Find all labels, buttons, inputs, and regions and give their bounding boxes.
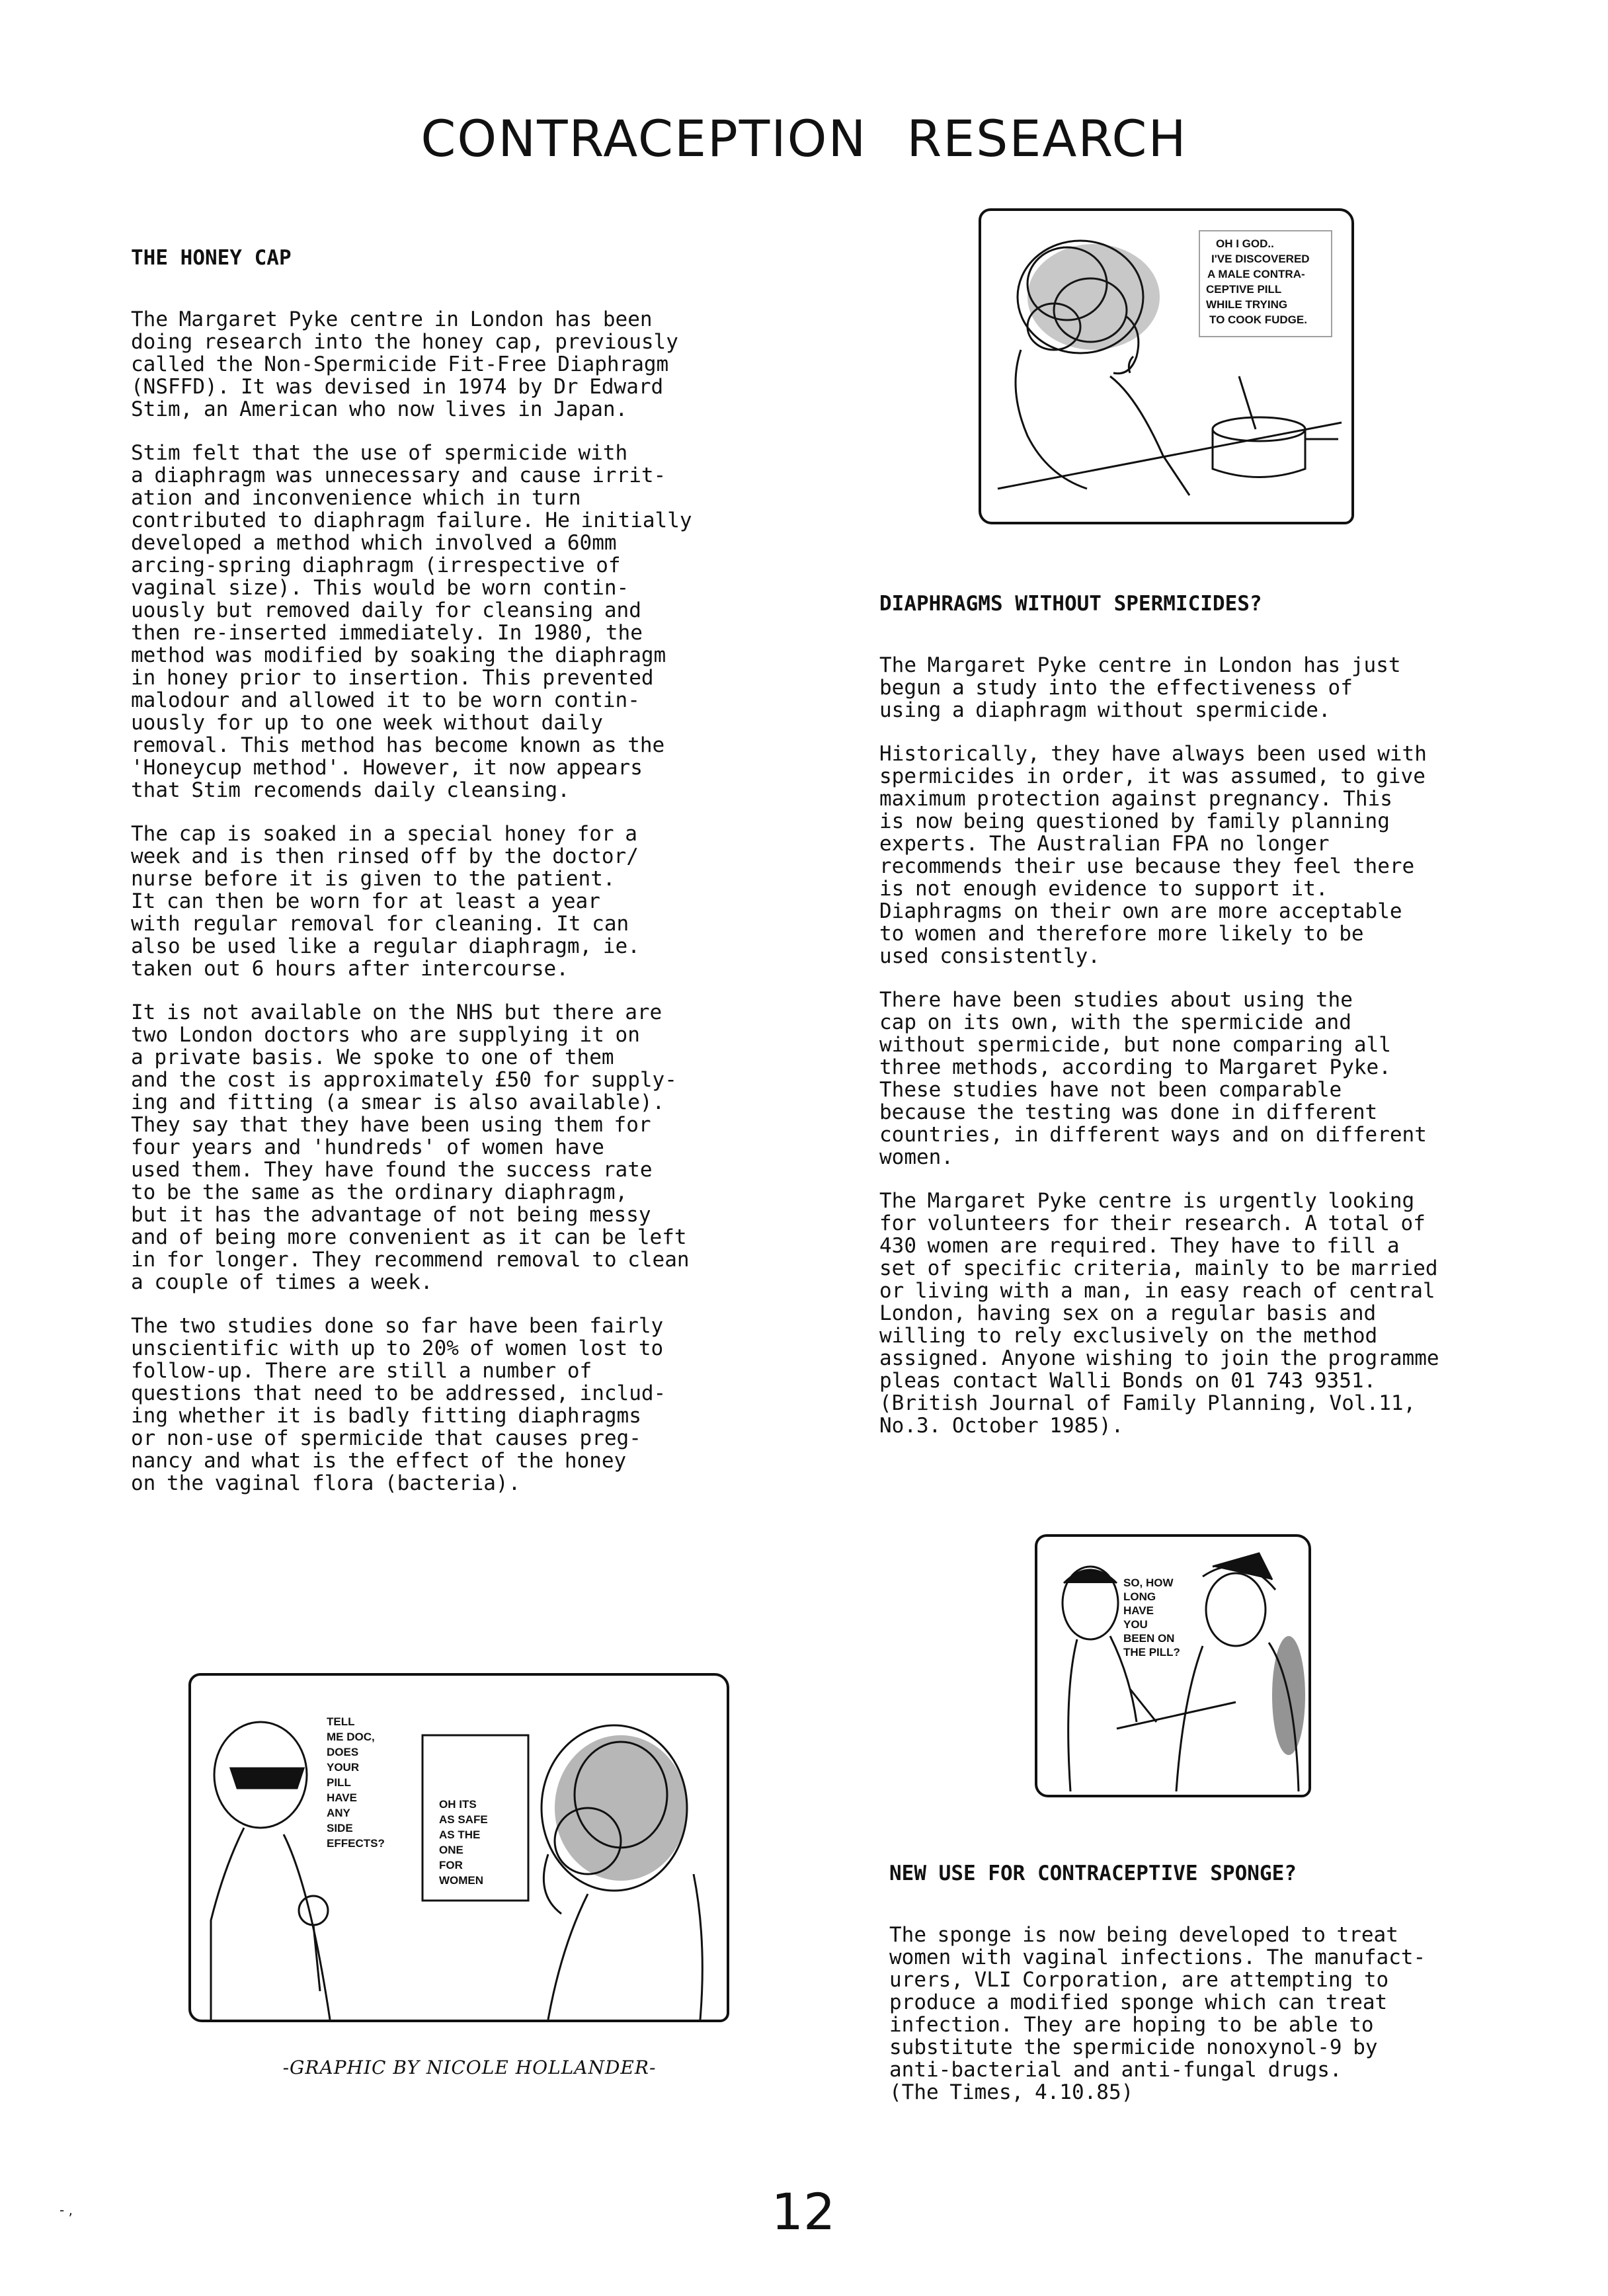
cartoon-interview-speech-line: PILL bbox=[327, 1776, 351, 1789]
cartoon-interview-speech-line: ONE bbox=[439, 1844, 463, 1856]
cartoon-interview-speech-line: EFFECTS? bbox=[327, 1837, 385, 1850]
section-heading: THE HONEY CAP bbox=[131, 246, 292, 270]
cartoon-clinic-drawing bbox=[1037, 1537, 1308, 1795]
graphic-credit: -GRAPHIC BY NICOLE HOLLANDER- bbox=[282, 2057, 657, 2078]
cartoon-interview-speech-line: FOR bbox=[439, 1859, 463, 1871]
title-word-1: CONTRACEPTION bbox=[421, 109, 867, 168]
honey-cap-article bbox=[131, 246, 805, 1516]
cartoon-interview-speech-line: SIDE bbox=[327, 1822, 353, 1834]
cartoon-interview-speech-line: AS THE bbox=[439, 1828, 481, 1841]
title-word-2: RESEARCH bbox=[906, 109, 1187, 168]
section-heading: NEW USE FOR CONTRACEPTIVE SPONGE? bbox=[889, 1862, 1297, 1885]
paragraph: The sponge is now being developed to treat women with vaginal infections. The manufact- urers, VLI Corporation, are attempting to produce a modified sponge which can treat infection. They are hoping to be able to substitute the spermicide nonoxynol-9 by anti-bacterial and anti-fungal drugs. (The Times, 4.10.85) bbox=[889, 1923, 1426, 2104]
cartoon-clinic-speech-line: LONG bbox=[1123, 1590, 1156, 1603]
section-heading: DIAPHRAGMS WITHOUT SPERMICIDES? bbox=[879, 592, 1262, 616]
cartoon-cooking-speech-line: CEPTIVE PILL bbox=[1206, 283, 1282, 296]
cartoon-clinic-speech-line: HAVE bbox=[1123, 1604, 1154, 1617]
cartoon-clinic-speech-line: BEEN ON bbox=[1123, 1632, 1175, 1645]
cartoon-interview-speech-line: AS SAFE bbox=[439, 1813, 488, 1826]
paragraph: The Margaret Pyke centre is urgently looking for volunteers for their research. A total of 430 women are required. They have to fill a set of specific criteria, mainly to be married or living with a man, in easy reach of central London, having sex on a regular basis and willing to rely exclusively on the method assigned. Anyone wishing to join the programme pleas contact Walli Bonds on 01 743 9351. (British Journal of Family Planning, Vol.11, No.3. October 1985). bbox=[879, 1189, 1439, 1438]
paragraph: The cap is soaked in a special honey for a week and is then rinsed off by the doctor/ nurse before it is given to the patient. It can then be worn for at least a year with regular removal for cleaning. It can also be used like a regular diaphragm, ie. taken out 6 hours after intercourse. bbox=[131, 822, 640, 981]
cartoon-clinic bbox=[1035, 1534, 1311, 1797]
cartoon-cooking bbox=[979, 208, 1354, 524]
cartoon-interview-speech-line: ME DOC, bbox=[327, 1731, 375, 1743]
diaphragms-article bbox=[879, 592, 1534, 1458]
page-title bbox=[0, 109, 1608, 168]
cartoon-interview bbox=[188, 1673, 729, 2022]
paragraph: There have been studies about using the cap on its own, with the spermicide and without spermicide, but none comparing all three methods, according to Margaret Pyke. These studies have not been comparable because the testing was done in different countries, in different ways and on different women. bbox=[879, 988, 1427, 1169]
cartoon-interview-drawing bbox=[191, 1676, 727, 2020]
scan-speck: - , bbox=[60, 2202, 73, 2218]
cartoon-interview-speech-line: WOMEN bbox=[439, 1874, 484, 1887]
cartoon-cooking-drawing bbox=[981, 211, 1351, 522]
paragraph: It is not available on the NHS but there are two London doctors who are supplying it on a private basis. We spoke to one of them and the cost is approximately £50 for supply- ing and fitting (a smear is also available). They say that they have been using them for four years and 'hundreds' of women have used them. They have found the success rate to be the same as the ordinary diaphragm, but it has the advantage of not being messy and of being more convenient as it can be left in for longer. They recommend removal to clean a couple of times a week. bbox=[131, 1001, 690, 1294]
cartoon-clinic-speech-line: YOU bbox=[1123, 1618, 1148, 1631]
cartoon-interview-speech-line: ANY bbox=[327, 1807, 350, 1819]
cartoon-interview-speech-line: YOUR bbox=[327, 1761, 360, 1774]
cartoon-interview-speech-line: HAVE bbox=[327, 1791, 357, 1804]
sponge-article bbox=[889, 1862, 1534, 2125]
paragraph: The Margaret Pyke centre in London has just begun a study into the effectiveness of using a diaphragm without spermicide. bbox=[879, 653, 1401, 722]
paragraph: Historically, they have always been used with spermicides in order, it was assumed, to give maximum protection against pregnancy. This is now being questioned by family planning experts. The Australian FPA no longer recommends their use because they feel there is not enough evidence to support it. Diaphragms on their own are more acceptable to women and therefore more likely to be used consistently. bbox=[879, 742, 1427, 968]
cartoon-cooking-speech-line: I'VE DISCOVERED bbox=[1211, 253, 1310, 265]
cartoon-interview-speech-line: OH ITS bbox=[439, 1798, 477, 1811]
paragraph: Stim felt that the use of spermicide with a diaphragm was unnecessary and cause irrit- ation and inconvenience which in turn contributed to diaphragm failure. He initially developed a method which involved a 60mm arcing-spring diaphragm (irrespective of vaginal size). This would be worn contin- uously but removed daily for cleansing and then re-inserted immediately. In 1980, the method was modified by soaking the diaphragm in honey prior to insertion. This prevented malodour and allowed it to be worn contin- uously for up to one week without daily removal. This method has become known as the 'Honeycup method'. However, it now appears that Stim recomends daily cleansing. bbox=[131, 441, 692, 802]
paragraph: The two studies done so far have been fairly unscientific with up to 20% of women lost to follow-up. There are still a number of questions that need to be addressed, includ- ing whether it is badly fitting diaphragms or non-use of spermicide that causes preg- nancy and what is the effect of the honey on the vaginal flora (bacteria). bbox=[131, 1314, 666, 1495]
cartoon-cooking-speech-line: A MALE CONTRA- bbox=[1207, 268, 1305, 280]
cartoon-clinic-speech-line: SO, HOW bbox=[1123, 1577, 1174, 1589]
cartoon-interview-speech-line: DOES bbox=[327, 1746, 359, 1758]
cartoon-clinic-speech-line: THE PILL? bbox=[1123, 1646, 1180, 1659]
page-number: 12 bbox=[771, 2182, 836, 2241]
cartoon-cooking-speech-line: WHILE TRYING bbox=[1206, 298, 1288, 311]
cartoon-cooking-speech-line: TO COOK FUDGE. bbox=[1209, 313, 1307, 326]
cartoon-interview-speech-line: TELL bbox=[327, 1715, 355, 1728]
cartoon-cooking-speech-line: OH I GOD.. bbox=[1216, 237, 1274, 250]
paragraph: The Margaret Pyke centre in London has been doing research into the honey cap, previously called the Non-Spermicide Fit-Free Diaphragm (NSFFD). It was devised in 1974 by Dr Edward Stim, an American who now lives in Japan. bbox=[131, 308, 678, 421]
